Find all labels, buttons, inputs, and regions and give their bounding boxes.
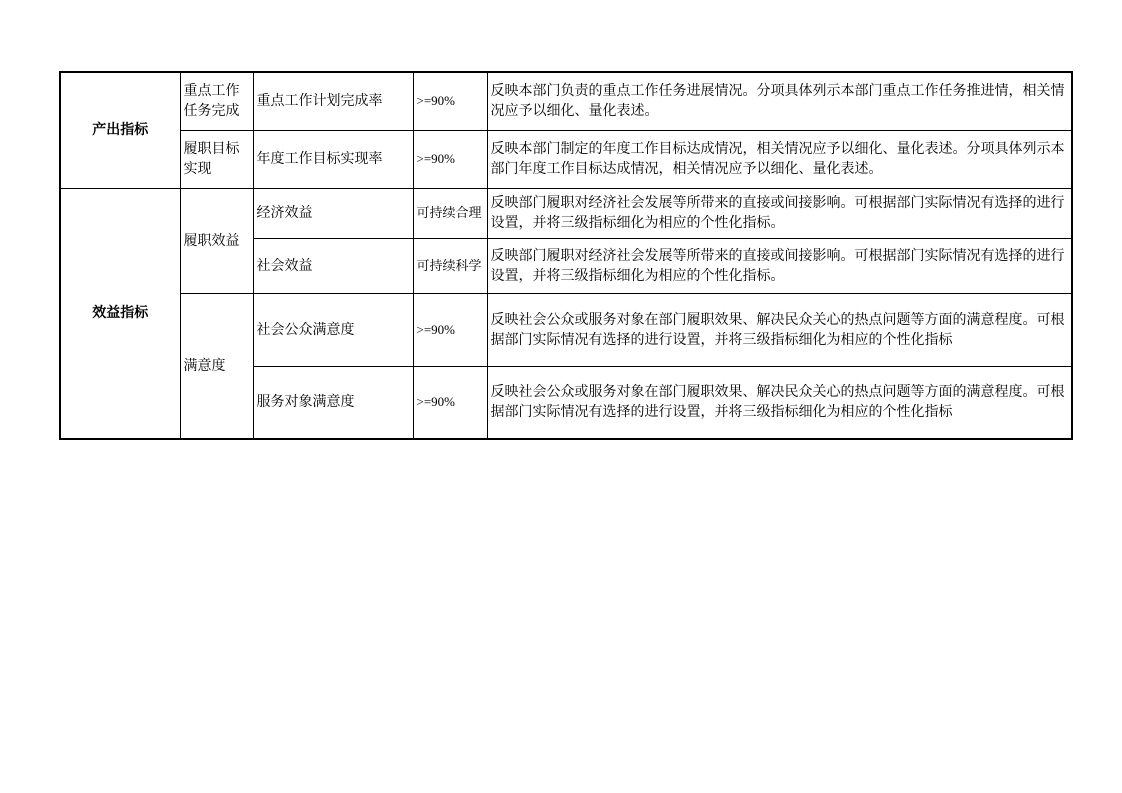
target-value: >=90%: [413, 130, 487, 188]
level1-indicator-benefit: 效益指标: [60, 188, 180, 439]
target-value: >=90%: [413, 293, 487, 366]
target-value: >=90%: [413, 366, 487, 439]
indicator-description: 反映部门履职对经济社会发展等所带来的直接或间接影响。可根据部门实际情况有选择的进行设置，并将三级指标细化为相应的个性化指标。: [487, 238, 1072, 293]
indicator-description: 反映社会公众或服务对象在部门履职效果、解决民众关心的热点问题等方面的满意程度。可根据部门实际情况有选择的进行设置，并将三级指标细化为相应的个性化指标: [487, 293, 1072, 366]
level3-indicator: 重点工作计划完成率: [253, 72, 413, 130]
level3-indicator: 年度工作目标实现率: [253, 130, 413, 188]
level1-indicator-output: 产出指标: [60, 72, 180, 188]
indicator-description: 反映部门履职对经济社会发展等所带来的直接或间接影响。可根据部门实际情况有选择的进行设置，并将三级指标细化为相应的个性化指标。: [487, 188, 1072, 238]
target-value: 可持续科学: [413, 238, 487, 293]
indicator-description: 反映社会公众或服务对象在部门履职效果、解决民众关心的热点问题等方面的满意程度。可根据部门实际情况有选择的进行设置，并将三级指标细化为相应的个性化指标: [487, 366, 1072, 439]
level3-indicator: 经济效益: [253, 188, 413, 238]
level3-indicator: 社会公众满意度: [253, 293, 413, 366]
table-row: [60, 130, 1072, 188]
target-value: 可持续合理: [413, 188, 487, 238]
target-value: >=90%: [413, 72, 487, 130]
table-row: [60, 188, 1072, 238]
level3-indicator: 服务对象满意度: [253, 366, 413, 439]
level2-indicator: 重点工作任务完成: [180, 72, 253, 130]
indicator-description: 反映本部门负责的重点工作任务进展情况。分项具体列示本部门重点工作任务推进情，相关情况应予以细化、量化表述。: [487, 72, 1072, 130]
level2-indicator: 履职效益: [180, 188, 253, 293]
table-row: [60, 293, 1072, 366]
table-row: [60, 72, 1072, 130]
performance-indicator-table: [59, 71, 1073, 440]
indicator-description: 反映本部门制定的年度工作目标达成情况，相关情况应予以细化、量化表述。分项具体列示本部门年度工作目标达成情况，相关情况应予以细化、量化表述。: [487, 130, 1072, 188]
level3-indicator: 社会效益: [253, 238, 413, 293]
level2-indicator: 履职目标实现: [180, 130, 253, 188]
level2-indicator: 满意度: [180, 293, 253, 439]
